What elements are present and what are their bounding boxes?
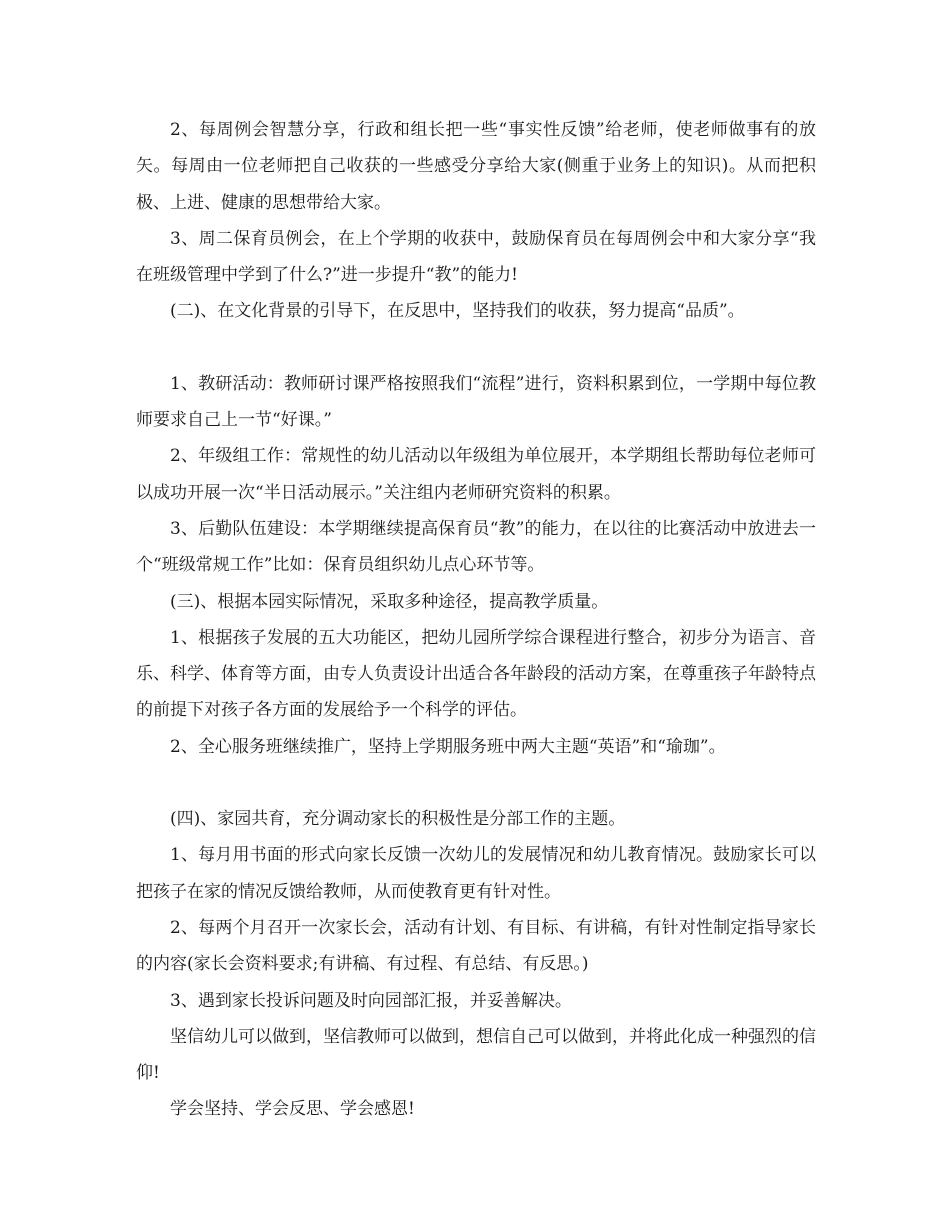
paragraph-logistics-team: 3、后勤队伍建设：本学期继续提高保育员“教”的能力，在以往的比赛活动中放进去一个“班级常规工作”比如：保育员组织幼儿点心环节等。 [136, 518, 816, 576]
section-heading-3: (三)、根据本园实际情况，采取多种途径，提高教学质量。 [170, 591, 609, 612]
paragraph-belief: 坚信幼儿可以做到，坚信教师可以做到，想信自己可以做到，并将此化成一种强烈的信仰! [136, 1026, 816, 1084]
paragraph-monthly-feedback: 1、每月用书面的形式向家长反馈一次幼儿的发展情况和幼儿教育情况。鼓励家长可以把孩子在家的情况反馈给教师，从而使教育更有针对性。 [136, 845, 816, 902]
paragraph-parent-meeting: 2、每两个月召开一次家长会，活动有计划、有目标、有讲稿，有针对性制定指导家长的内容(家长会资料要求;有讲稿、有过程、有总结、有反思。) [136, 917, 816, 975]
paragraph-complaints: 3、遇到家长投诉问题及时向园部汇报，并妥善解决。 [170, 990, 572, 1011]
section-heading-2: (二)、在文化背景的引导下，在反思中，坚持我们的收获，努力提高“品质”。 [170, 301, 745, 322]
section-heading-4: (四)、家园共育，充分调动家长的积极性是分部工作的主题。 [170, 809, 626, 830]
paragraph-caregiver-meeting: 3、周二保育员例会，在上个学期的收获中，鼓励保育员在每周例会中和大家分享“我在班级管理中学到了什么?”进一步提升“教”的能力! [136, 228, 816, 286]
blank-line [136, 765, 816, 801]
paragraph-curriculum: 1、根据孩子发展的五大功能区，把幼儿园所学综合课程进行整合，初步分为语言、音乐、科学、体育等方面，由专人负责设计出适合各年龄段的活动方案，在尊重孩子年龄特点的前提下对孩子各方面的发展给予一个科学的评估。 [136, 627, 816, 721]
document-body [136, 112, 816, 1128]
paragraph-service-class: 2、全心服务班继续推广，坚持上学期服务班中两大主题“英语”和“瑜珈”。 [170, 736, 726, 757]
paragraph-closing: 学会坚持、学会反思、学会感恩! [170, 1099, 415, 1120]
paragraph-teaching-research: 1、教研活动：教师研讨课严格按照我们“流程”进行，资料积累到位，一学期中每位教师要求自己上一节“好课。” [136, 373, 816, 431]
blank-line [136, 330, 816, 366]
paragraph-grade-group: 2、年级组工作：常规性的幼儿活动以年级组为单位展开，本学期组长帮助每位老师可以成功开展一次“半日活动展示。”关注组内老师研究资料的积累。 [136, 446, 816, 503]
paragraph-weekly-meeting: 2、每周例会智慧分享，行政和组长把一些“事实性反馈”给老师，使老师做事有的放矢。每周由一位老师把自己收获的一些感受分享给大家(侧重于业务上的知识)。从而把积极、上进、健康的思想带给大家。 [136, 120, 816, 213]
